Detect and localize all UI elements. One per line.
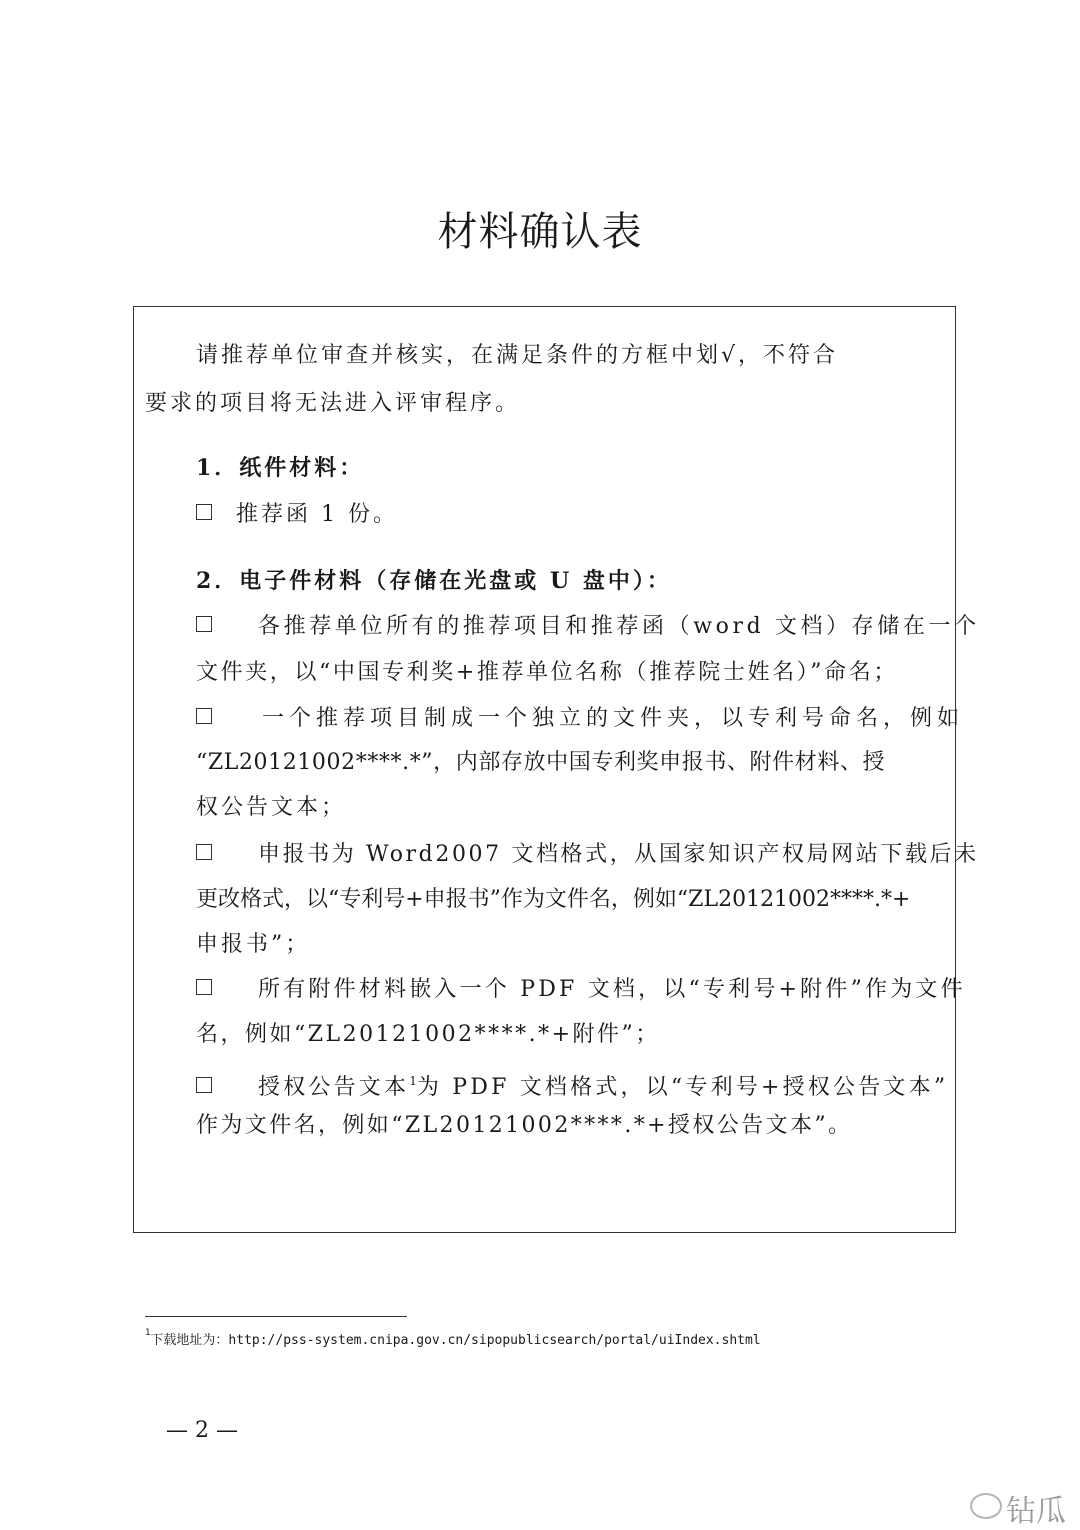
- intro-line-2: 要求的项目将无法进入评审程序。: [145, 391, 521, 416]
- footnote-text: 下载地址为：http://pss-system.cnipa.gov.cn/sipopublicsearch/portal/uiIndex.shtml: [150, 1333, 761, 1348]
- section2-item-5-line-1: [258, 1075, 948, 1100]
- section2-item-3-line-3: 申报书”；: [196, 932, 311, 957]
- section2-item-4-line-1: 所有附件材料嵌入一个 PDF 文档，以“专利号+附件”作为文件: [258, 977, 966, 1002]
- checkbox[interactable]: [196, 708, 212, 724]
- section1-item-1-text: 推荐函 1 份。: [236, 502, 398, 527]
- page-title: 材料确认表: [437, 209, 643, 255]
- section2-item-4-line-2: 名，例如“ZL20121002****.*+附件”；: [196, 1022, 660, 1047]
- section2-item-2-line-1: 一个推荐项目制成一个独立的文件夹，以专利号命名，例如: [262, 706, 965, 731]
- section2-item-2-line-2: “ZL20121002****.*”，内部存放中国专利奖申报书、附件材料、授: [196, 750, 886, 775]
- checkbox[interactable]: [196, 844, 212, 860]
- intro-line-1: 请推荐单位审查并核实，在满足条件的方框中划√，不符合: [196, 343, 839, 368]
- watermark: [970, 1486, 1066, 1530]
- section2-heading: 2．电子件材料（存储在光盘或 U 盘中）：: [196, 568, 672, 594]
- section2-item-5-text-b: 为 PDF 文档格式，以“专利号+授权公告文本”: [416, 1075, 949, 1100]
- section2-item-5-text-a: 授权公告文本: [258, 1075, 410, 1100]
- checkbox[interactable]: [196, 504, 212, 520]
- watermark-text: 钻瓜: [1006, 1494, 1066, 1529]
- weibo-icon: [970, 1493, 1002, 1519]
- footnote-ref: 1: [409, 1074, 417, 1088]
- page-number: — 2 —: [166, 1418, 238, 1443]
- footnote: [145, 1328, 761, 1348]
- section2-item-1-line-2: 文件夹，以“中国专利奖+推荐单位名称（推荐院士姓名）”命名；: [196, 660, 898, 685]
- section2-item-3-line-1: 申报书为 Word2007 文档格式，从国家知识产权局网站下载后未: [258, 842, 979, 867]
- section2-item-3-line-2: 更改格式，以“专利号+申报书”作为文件名，例如“ZL20121002****.*+: [196, 887, 911, 912]
- footnote-separator: [145, 1316, 407, 1317]
- checkbox[interactable]: [196, 616, 212, 632]
- checkbox[interactable]: [196, 1077, 212, 1093]
- section2-item-2: [196, 704, 964, 734]
- section2-item-1-line-1: 各推荐单位所有的推荐项目和推荐函（word 文档）存储在一个: [258, 614, 980, 639]
- section2-item-5-line-2: 作为文件名，例如“ZL20121002****.*+授权公告文本”。: [196, 1113, 853, 1138]
- footnote-marker: 1: [145, 1328, 151, 1338]
- section2-item-3: [196, 840, 979, 870]
- section2-item-4: [196, 975, 966, 1005]
- section1-item-1: [196, 500, 398, 530]
- section2-item-5: [196, 1066, 948, 1103]
- section2-item-1: [196, 612, 980, 642]
- section1-heading: 1．纸件材料：: [196, 455, 365, 481]
- checkbox[interactable]: [196, 979, 212, 995]
- section2-item-2-line-3: 权公告文本；: [196, 795, 347, 820]
